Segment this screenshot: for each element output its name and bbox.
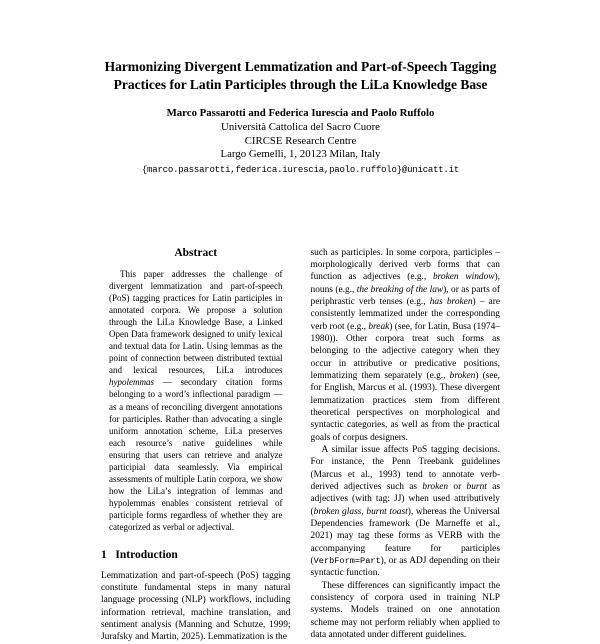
paper-authors: Marco Passarotti and Federica Iurescia and Paolo Ruffolo <box>166 107 435 119</box>
affiliation-line-2: CIRCSE Research Centre <box>244 134 357 147</box>
left-column <box>101 247 291 644</box>
paper-title: Harmonizing Divergent Lemmatization and Part-of-Speech Tagging Practices for Latin Participles through the LiLa Knowledge Base <box>104 59 497 92</box>
right-column <box>311 247 501 644</box>
abstract-text: This paper addresses the challenge of divergent lemmatization and part-of-speech (PoS) tagging practices for Latin participles in annotated corpora. We propose a solution through the LiLa Knowledge Base, a Linked Open Data framework designed to unify lexical and textual data for Latin. Using lemmas as the point of connection between distributed textual and lexical resources, LiLa introduces hypolemmas — secondary citation forms belonging to a word’s inflectional paradigm — as a means of reconciling divergent annotations for participles. Rather than advocating a single uniform annotation scheme, LiLa preserves each resource’s native guidelines while ensuring that users can retrieve and analyze participial data seamlessly. Via empirical assessments of multiple Latin corpora, we show how the LiLa’s integration of lemmas and hypolemmas enables consistent retrieval of participle forms regardless of whether they are categorized as verbal or adjectival. <box>109 268 283 533</box>
introduction-paragraph-1: Lemmatization and part-of-speech (PoS) tagging constitute fundamental steps in many natural language processing (NLP) workflows, including information retrieval, machine translation, and sentiment analysis (Manning and Schutze, 1999; Jurafsky and Martin, 2025). Lemmatization is the <box>101 570 291 643</box>
section-heading-introduction: 1 Introduction <box>101 548 178 561</box>
affiliation-line-1: Università Cattolica del Sacro Cuore <box>221 121 380 133</box>
two-column-body <box>101 247 500 644</box>
right-column-paragraph-2: A similar issue affects PoS tagging decisions. For instance, the Penn Treebank guidelines (Marcus et al., 1993) tend to annotate verb-derived adjectives such as broken or burnt as adjectives (with tag: JJ) when used attributively (broken glass, burnt toast), whereas the Universal Dependencies framework (De Marneffe et al., 2021) may tag these forms as VERB with the accompanying feature for participles (VerbForm=Part), or as ADJ depending on their syntactic function. <box>310 445 501 579</box>
right-column-paragraph-3: These differences can significantly impact the consistency of corpora used in training NLP systems. Models trained on one annotation scheme may not perform reliably when applied to data annotated under different guidelines. <box>310 580 500 641</box>
right-column-paragraph-1: such as participles. In some corpora, participles – morphologically derived verb forms that can function as adjectives (e.g., broken window), nouns (e.g., the breaking of the law), or as parts of periphrastic verb tenses (e.g., has broken) – are consistently lemmatized under the corresponding verb root (e.g., break) (see, for Latin, Busa (1974–1980)). Other corpora treat such forms as belonging to the adjective category when they occur in attributive or predicative positions, lemmatizing them separately (e.g., broken) (see, for English, Marcus et al. (1993). These divergent lemmatization practices stem from different theoretical perspectives on morphological and syntactic categories, as well as from the practical goals of corpus designers. <box>310 247 500 443</box>
authors-email: {marco.passarotti,federica.iurescia,paolo.ruffolo}@unicatt.it <box>141 164 460 175</box>
abstract-heading: Abstract <box>174 246 218 259</box>
affiliation-line-3: Largo Gemelli, 1, 20123 Milan, Italy <box>220 148 381 160</box>
paper-header <box>101 58 500 175</box>
